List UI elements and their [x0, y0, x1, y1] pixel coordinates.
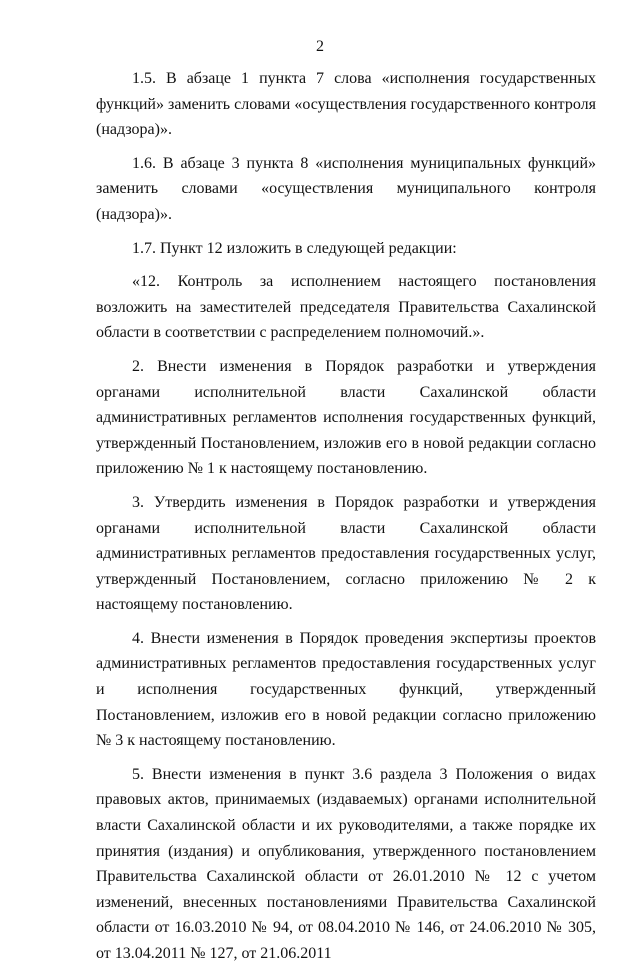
document-body [96, 66, 596, 975]
paragraph-1-5: 1.5. В абзаце 1 пункта 7 слова «исполнения государственных функций» заменить словами «осуществления государственного контроля (надзора)». [96, 70, 596, 139]
paragraph-2: 2. Внести изменения в Порядок разработки и утверждения органами исполнительной власти Сахалинской области административных регламентов исполнения государственных функций, утвержденный Постановлением, изложив его в новой редакции согласно приложению № 1 к настоящему постановлению. [96, 357, 596, 478]
paragraph-3: 3. Утвердить изменения в Порядок разработки и утверждения органами исполнительной власти Сахалинской области административных регламентов предоставления государственных услуг, утвержденный Постановлением, согласно приложению № 2 к настоящему постановлению. [96, 493, 596, 614]
paragraph-quote-12: «12. Контроль за исполнением настоящего постановления возложить на заместителей председателя Правительства Сахалинской области в соответствии с распределением полномочий.». [96, 273, 596, 342]
paragraph-5: 5. Внести изменения в пункт 3.6 раздела 3 Положения о видах правовых актов, принимаемых (издаваемых) органами исполнительной власти Сахалинской области и их руководителями, а также порядке их принятия (издания) и опубликования, утвержденного постановлением Правительства Сахалинской области от 26.01.2010 № 12 с учетом изменений, внесенных постановлениями Правительства Сахалинской области от 16.03.2010 № 94, от 08.04.2010 № 146, от 24.06.2010 № 305, от 13.04.2011 № 127, от 21.06.2011 [96, 765, 596, 962]
page-number: 2 [316, 38, 324, 55]
paragraph-4: 4. Внести изменения в Порядок проведения экспертизы проектов административных регламентов предоставления государственных услуг и исполнения государственных функций, утвержденный Постановлением, изложив его в новой редакции согласно приложению № 3 к настоящему постановлению. [96, 629, 596, 750]
paragraph-1-6: 1.6. В абзаце 3 пункта 8 «исполнения муниципальных функций» заменить словами «осуществления муниципального контроля (надзора)». [96, 154, 596, 223]
paragraph-1-7: 1.7. Пункт 12 изложить в следующей редакции: [132, 239, 457, 257]
